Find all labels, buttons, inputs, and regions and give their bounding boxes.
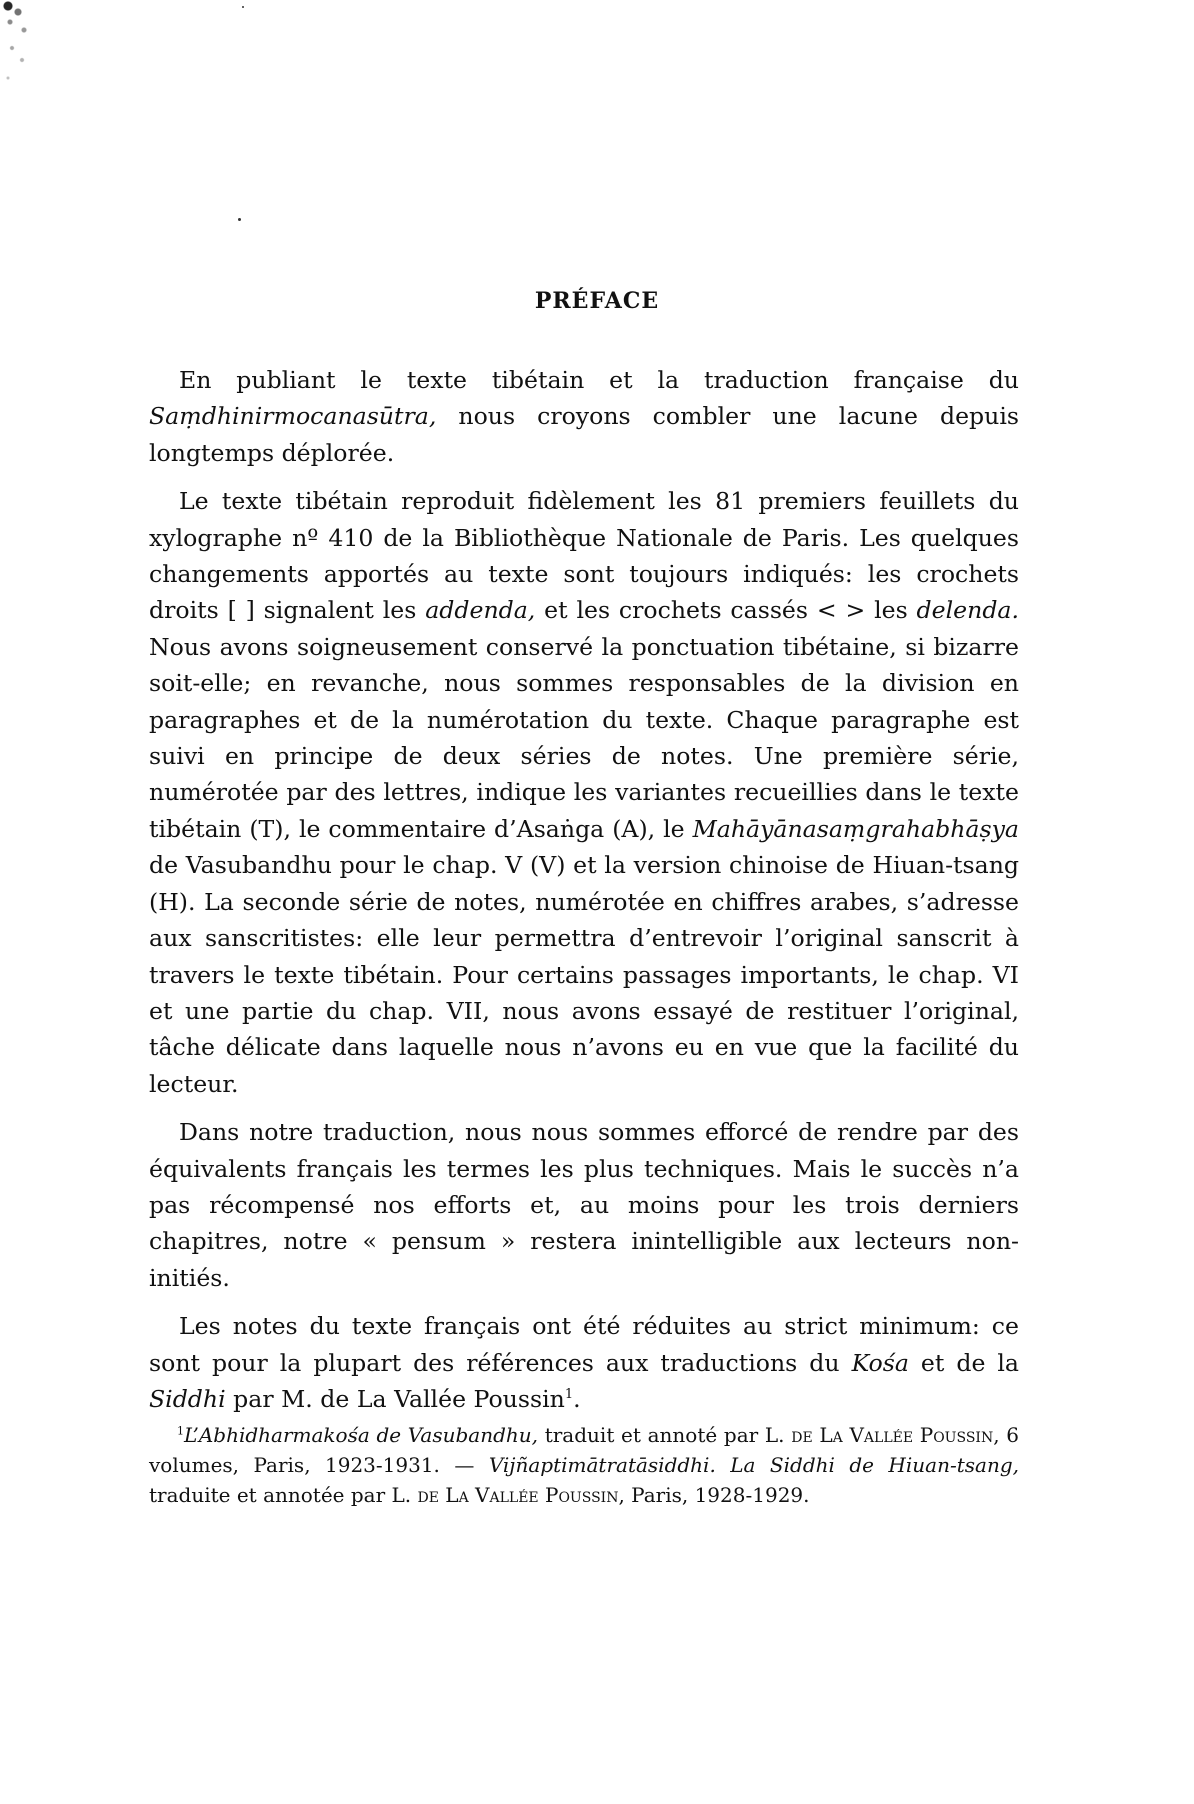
body-text [149,362,1019,1429]
scan-edge-artifact [0,0,34,90]
footnote-reference: 1 [564,1387,574,1403]
scan-speck [242,6,244,8]
footnote-marker: 1 [177,1424,184,1438]
paragraph-3: Dans notre traduction, nous nous sommes efforcé de rendre par des équivalents français les termes les plus techniques. Mais le succès n’a pas récompensé nos efforts et, au moins pour les trois derniers chapitres, notre « pensum » restera inintelligible aux lecteurs non-initiés. [149,1118,1019,1292]
footnote: $^1$L’Abhidharmakośa de Vasubandhu, traduit et annoté par L. de La Vallée Poussin, 6 volumes, Paris, 1923-1931. — Vijñaptimātratāsiddhi. La Siddhi de Hiuan-tsang, traduite et annotée par L. de La Vallée Poussin, Paris, 1928-1929. [149,1423,1019,1507]
paragraph-2: Le texte tibétain reproduit fidèlement les 81 premiers feuillets du xylographe nº 410 de la Bibliothèque Nationale de Paris. Les quelques changements apportés au texte sont toujours indiqués: les crochets droits [ ] signalent les addenda, et les crochets cassés < > les delenda. Nous avons soigneusement conservé la ponctuation tibétaine, si bizarre soit-elle; en revanche, nous sommes responsables de la division en paragraphes et de la numérotation du texte. Chaque paragraphe est suivi en principe de deux séries de notes. Une première série, numérotée par des lettres, indique les variantes recueillies dans le texte tibétain (T), le commentaire d’Asaṅga (A), le Mahāyānasaṃgrahabhāṣya de Vasubandhu pour le chap. V (V) et la version chinoise de Hiuan-tsang (H). La seconde série de notes, numérotée en chiffres arabes, s’adresse aux sanscritistes: elle leur permettra d’entrevoir l’original sanscrit à travers le texte tibétain. Pour certains passages importants, le chap. VI et une partie du chap. VII, nous avons essayé de restituer l’original, tâche délicate dans laquelle nous n’avons eu en vue que la facilité du lecteur. [149,487,1019,1098]
scan-speck [238,218,241,221]
page-title: PRÉFACE [534,288,660,314]
sutra-title: Saṃdhinirmocanasūtra, [149,402,437,431]
paragraph-4: Les notes du texte français ont été réduites au strict minimum: ce sont pour la plupart des références aux traductions du Kośa et de la Siddhi par M. de La Vallée Poussin$^1$. [149,1312,1020,1413]
paragraph-1: En publiant le texte tibétain et la traduction française du Saṃdhinirmocanasūtra, nous croyons combler une lacune depuis longtemps déplorée. [149,366,1019,467]
